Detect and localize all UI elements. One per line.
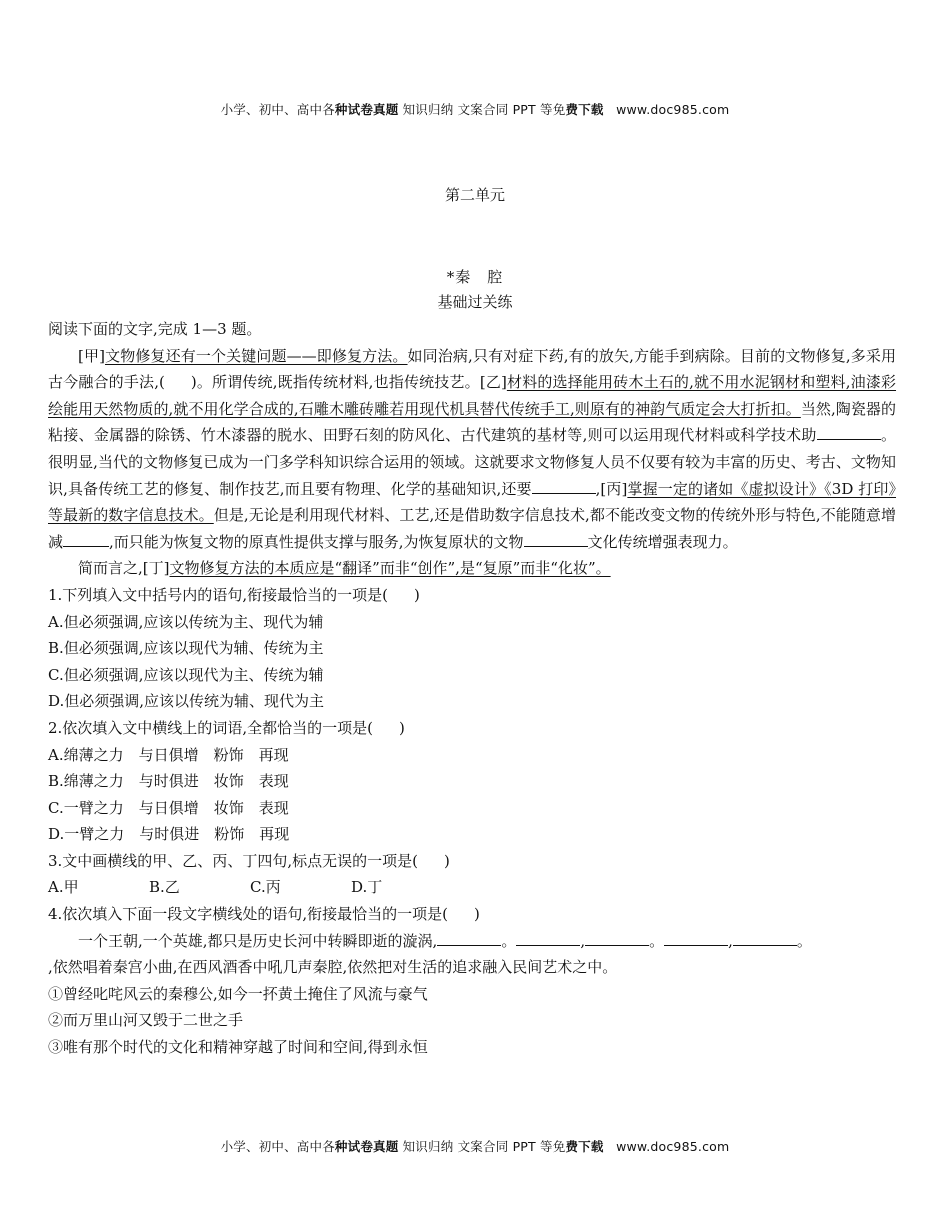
option-b: B.乙 bbox=[149, 878, 180, 897]
option-a: A.绵薄之力 与日俱增 粉饰 再现 bbox=[48, 745, 289, 764]
passage-text: 但是,无论是利用现代材料、工艺,还是借助数字信息技术,都不能改变文物的传统外形与特色,不能随意增减 bbox=[48, 506, 896, 551]
sentence-label-jia: [甲] bbox=[78, 346, 105, 365]
lesson-title: *秦 腔 bbox=[446, 268, 504, 286]
option-b: B.但必须强调,应该以现代为辅、传统为主 bbox=[48, 639, 324, 658]
question-3 bbox=[48, 848, 896, 901]
punct: , bbox=[580, 931, 586, 950]
punct: 。 bbox=[649, 931, 665, 950]
underlined-sentence-bing: 掌握一定的诸如《虚拟设计》《3D 打印》等最新的数字信息技术。 bbox=[48, 479, 897, 525]
stem-text: 3.文中画横线的甲、乙、丙、丁四句,标点无误的一项是( bbox=[48, 851, 418, 870]
option-a: A.但必须强调,应该以传统为主、现代为辅 bbox=[48, 612, 324, 631]
header-bold-text: 种试卷真题 bbox=[334, 102, 399, 117]
stem-text: 4.依次填入下面一段文字横线处的语句,衔接最恰当的一项是( bbox=[48, 905, 448, 924]
punct: 。 bbox=[501, 931, 517, 950]
footer-site: www.doc985.com bbox=[603, 1139, 730, 1154]
option-b: B.绵薄之力 与时俱进 妆饰 表现 bbox=[48, 772, 289, 791]
option-a: A.甲 bbox=[48, 878, 79, 897]
fill-blank bbox=[437, 930, 501, 946]
passage-text: 当然,陶瓷器的粘接、金属器的除锈、竹木漆器的脱水、田野石刻的防风化、古代建筑的基材等,则可以运用现代材料或科学技术助 bbox=[48, 399, 896, 445]
sentence-label-ding: [丁] bbox=[142, 559, 170, 578]
passage-text: 。很明显,当代的文物修复已成为一门多学科知识综合运用的领域。这就要求文物修复人员不仅要有较为丰富的历史、考古、文物知识,具备传统工艺的修复、制作技艺,而且要有物理、化学的基础知识,还要 bbox=[48, 426, 896, 498]
option-c: C.丙 bbox=[250, 878, 281, 897]
footer-text: 小学、初中、高中各 bbox=[220, 1139, 335, 1154]
q4-item-3: ③唯有那个时代的文化和精神穿越了时间和空间,得到永恒 bbox=[48, 1038, 428, 1057]
passage-text: 一个王朝,一个英雄,都只是历史长河中转瞬即逝的漩涡, bbox=[78, 931, 438, 950]
question-1 bbox=[48, 582, 896, 715]
passage-paragraph-2 bbox=[48, 555, 896, 582]
unit-title: 第二单元 bbox=[444, 186, 505, 204]
sentence-label-bing: ,[丙] bbox=[595, 479, 628, 498]
header-text: 小学、初中、高中各 bbox=[220, 102, 335, 117]
question-2 bbox=[48, 715, 896, 848]
passage-text: 文化传统增强表现力。 bbox=[587, 532, 738, 551]
stem-close: ) bbox=[473, 905, 480, 924]
fill-blank bbox=[664, 930, 728, 946]
underlined-sentence-jia: 文物修复还有一个关键问题——即修复方法。 bbox=[104, 346, 408, 365]
page-header bbox=[0, 100, 950, 118]
option-c: C.但必须强调,应该以现代为主、传统为辅 bbox=[48, 665, 324, 684]
stem-text: 2.依次填入文中横线上的词语,全都恰当的一项是( bbox=[48, 718, 373, 737]
underlined-sentence-yi: 材料的选择能用砖木土石的,就不用水泥钢材和塑料,油漆彩绘能用天然物质的,就不用化学合成的,石雕木雕砖雕若用现代机具替代传统手工,则原有的神韵气质定会大打折扣。 bbox=[48, 373, 897, 418]
stem-close: ) bbox=[443, 851, 450, 870]
fill-blank bbox=[585, 930, 649, 946]
underlined-sentence-ding: 文物修复方法的本质应是“翻译”而非“创作”,是“复原”而非“化妆”。 bbox=[169, 559, 611, 578]
option-row bbox=[48, 874, 896, 901]
question-stem bbox=[48, 901, 896, 928]
punct: 。 bbox=[796, 931, 812, 950]
header-text: 文案合同 PPT 等免 bbox=[457, 102, 566, 117]
stem-text: 1.下列填入文中括号内的语句,衔接最恰当的一项是( bbox=[48, 585, 388, 604]
stem-close: ) bbox=[398, 718, 405, 737]
option-d: D.一臂之力 与时俱进 粉饰 再现 bbox=[48, 825, 290, 844]
fill-blank bbox=[733, 930, 797, 946]
fill-blank bbox=[516, 930, 580, 946]
question-4 bbox=[48, 901, 896, 1061]
q4-item-1: ①曾经叱咤风云的秦穆公,如今一抔黄土掩住了风流与豪气 bbox=[48, 984, 428, 1003]
passage-text: 如同治病,只有对症下药,有的放矢,方能手到病除。目前的文物修复,多采用古今融合的手法,( bbox=[48, 346, 896, 392]
passage-text: )。所谓传统,既指传统材料,也指传统技艺。 bbox=[190, 373, 480, 392]
section-title: 基础过关练 bbox=[437, 293, 513, 311]
passage-text: ,而只能为恢复文物的原真性提供支撑与服务,为恢复原状的文物 bbox=[109, 532, 524, 551]
passage-paragraph-1 bbox=[48, 343, 896, 556]
fill-blank bbox=[817, 424, 881, 440]
footer-text: 文案合同 PPT 等免 bbox=[457, 1139, 566, 1154]
header-text: 知识归纳 bbox=[398, 102, 458, 117]
question-stem bbox=[48, 582, 896, 609]
fill-blank bbox=[532, 478, 596, 494]
q4-passage bbox=[48, 928, 896, 981]
question-stem bbox=[48, 848, 896, 875]
passage-text: 简而言之, bbox=[78, 559, 143, 578]
option-d: D.丁 bbox=[351, 878, 383, 897]
stem-close: ) bbox=[413, 585, 420, 604]
exercise-content bbox=[48, 316, 896, 1061]
footer-bold-text: 种试卷真题 bbox=[334, 1139, 399, 1154]
question-stem bbox=[48, 715, 896, 742]
option-d: D.但必须强调,应该以传统为辅、现代为主 bbox=[48, 692, 325, 711]
passage-text: ,依然唱着秦宫小曲,在西风酒香中吼几声秦腔,依然把对生活的追求融入民间艺术之中。 bbox=[48, 958, 618, 977]
header-site: www.doc985.com bbox=[603, 102, 730, 117]
footer-bold-text: 费下载 bbox=[565, 1139, 604, 1154]
q4-item-2: ②而万里山河又毁于二世之手 bbox=[48, 1011, 244, 1030]
footer-text: 知识归纳 bbox=[398, 1139, 458, 1154]
punct: , bbox=[728, 931, 733, 950]
sentence-label-yi: [乙] bbox=[479, 373, 507, 392]
option-c: C.一臂之力 与日俱增 妆饰 表现 bbox=[48, 798, 289, 817]
instruction: 阅读下面的文字,完成 1—3 题。 bbox=[48, 320, 262, 338]
page-footer bbox=[0, 1137, 950, 1155]
header-bold-text: 费下载 bbox=[565, 102, 604, 117]
fill-blank bbox=[63, 531, 109, 547]
fill-blank bbox=[524, 531, 588, 547]
